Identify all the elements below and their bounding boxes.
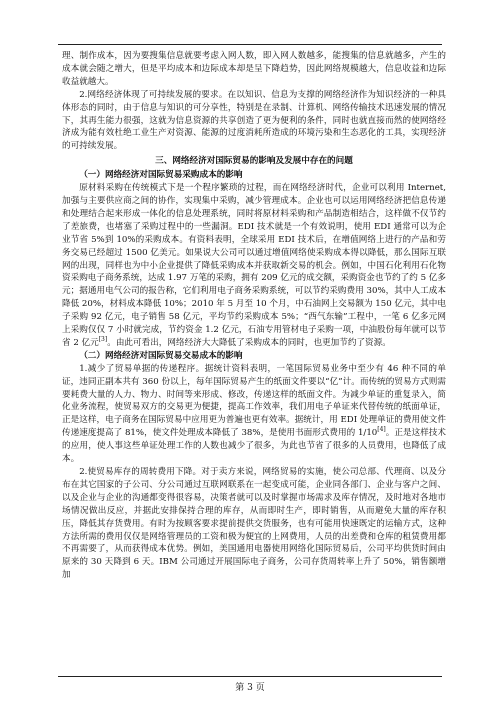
paragraph-procurement-text: 原材料采购在传统模式下是一个程序繁琐的过程，而在网络经济时代，企业可以利用 Internet,加强与主要供应商之间的协作，实现集中采购，减少管理成本。企业也可以运用网络经济把信息传递和处理结合起来形成一体化的信息处理系统，同时将原材料采购和产品制造相结合，这样做不仅节约了差旅费，也堵塞了采购过程中的一些漏洞。EDI 技术就是一个有效说明，使用 EDI 通常可以为企业节省 5%到 10%的采购成本。有资料表明，全球采用 EDI 技术后，在增值网络上进行的产品和劳务交易已经超过 1500 亿美元。如果说大公司可以通过增值网络使采购成本得以降低，那么国际互联网的出现，同样也为中小企业提供了降低采购成本并获取新交易的机会。例如，中国石化利用石化物资采购电子商务系统，达成 1.97 万笔的采购，拥有 209 亿元的成交额，采购资金也节约了约 5 亿多元；据通用电气公司的报告称，它们利用电子商务采购系统，可以节约采购费用 30%，其中人工成本降低 20%，材料成本降低 10%；2010 年 5 月至 10 个月，中石油网上交易额为 150 亿元，其中电子采购 92 亿元，电子销售 58 亿元，平均节约采购成本 5%；“西气东输”工程中，一笔 6 亿多元网上采购仅仅 7 小时就完成，节约资金 1.2 亿元，石油专用管材电子采购一项，中油股份每年就可以节省 2 亿元 bbox=[62, 183, 446, 348]
paragraph-procurement-tail: 。由此可看出，网络经济大大降低了采购成本的同时，也更加节约了资源。 bbox=[107, 337, 391, 348]
paragraph-procurement bbox=[62, 182, 446, 350]
section-heading: 三、网络经济对国际贸易的影响及发展中存在的问题 bbox=[155, 156, 353, 167]
paragraph-documents-text: 1.减少了贸易单据的传递程序。据统计资料表明，一笔国际贸易业务中至少有 46 种不同的单证，违同正副本共有 360 份以上，每年国际贸易产生的纸面文件要以“亿”计。而传统的贸易方式则需要耗费大量的人力、物力、时间等来形成、修改，传递这样的纸面文件。为减少单证的重复录入，简化业务流程，使贸易双方的交易更为便捷，提高工作效率，我们用电子单证来代替传统的纸面单证，正是这样，电子商务在国际贸易中应用更为普遍也更有效率。据统计，用 EDI 处理单证的费用使文件传递速度提高了 81%，使文件处理成本降低了 38%，是使用书面形式费用的 1/10 bbox=[62, 363, 446, 439]
paragraph-sustainable: 2.网络经济体现了可持续发展的要求。在以知识、信息为支撑的网络经济作为知识经济的一种具体形态的同时，由于信息与知识的可分享性，特别是在录制、计算机、网络传输技术迅速发展的情况下，其再生能力很强，这就为信息资源的共享创造了更为便利的条件，同时也就直接而然的使网络经济成为能有效杜绝工业生产对资源、能源的过度消耗所造成的环境污染和生态恶化的工具，实现经济的可持续发展。 bbox=[62, 89, 446, 152]
header-rule bbox=[58, 44, 442, 45]
subsection-heading-transaction: （二）网络经济对国际贸易交易成本的影响 bbox=[79, 350, 243, 361]
paragraph-inventory: 2.使贸易库存的周转费用下降。对于卖方来说，网络贸易的实施，使公司总部、代理商、以及分布在其它国家的子公司、分公司通过互联网联系在一起变成可能，企业同各部门、企业与客户之间、以及企业与企业的沟通都变得很容易，决策者就可以及时掌握市场需求及库存情况，及时地对各地市场情况做出反应，并据此安排保持合理的库存，从而即时生产，即时销售，从而避免大量的库存积压，降低其存货费用。有时为按顾客要求提前提供交货服务，也有可能用快速既定的运输方式，这种方法所需的费用仅仅是网络管理员的工资和极为便宜的上网费用，人员的出差费和仓库的租赁费用都不再需要了，从而获得成本优势。例如，美国通用电器使用网络化国际贸易后，公司平均供货时间由原来的 30 天降到 6 天。IBM 公司通过开展国际电子商务，公司存货周转率上升了 50%，销售额增加 bbox=[62, 467, 446, 581]
paragraph-documents-tail: 。正是这样技术的应用，使人事这些单证处理工作的人数也减少了很多，为此也节省了很多的人员费用，也降低了成本。 bbox=[62, 428, 446, 465]
citation-3: [3] bbox=[98, 336, 108, 344]
paragraph-intro: 理、制作成本，因为要搜集信息就要考虑入网人数，即入网人数越多，能搜集的信息就越多，产生的成本就会随之增大，但是平均成本和边际成本却是呈下降趋势，因此网络规模越大，信息收益和边际收益就越大。 bbox=[62, 51, 446, 87]
paragraph-documents bbox=[62, 363, 446, 466]
subsection-heading-procurement: （一）网络经济对国际贸易采购成本的影响 bbox=[79, 170, 243, 181]
footer-rule bbox=[58, 676, 442, 677]
document-body bbox=[62, 50, 446, 582]
page-number: 第 3 页 bbox=[235, 683, 265, 693]
citation-4: [4] bbox=[377, 426, 386, 434]
